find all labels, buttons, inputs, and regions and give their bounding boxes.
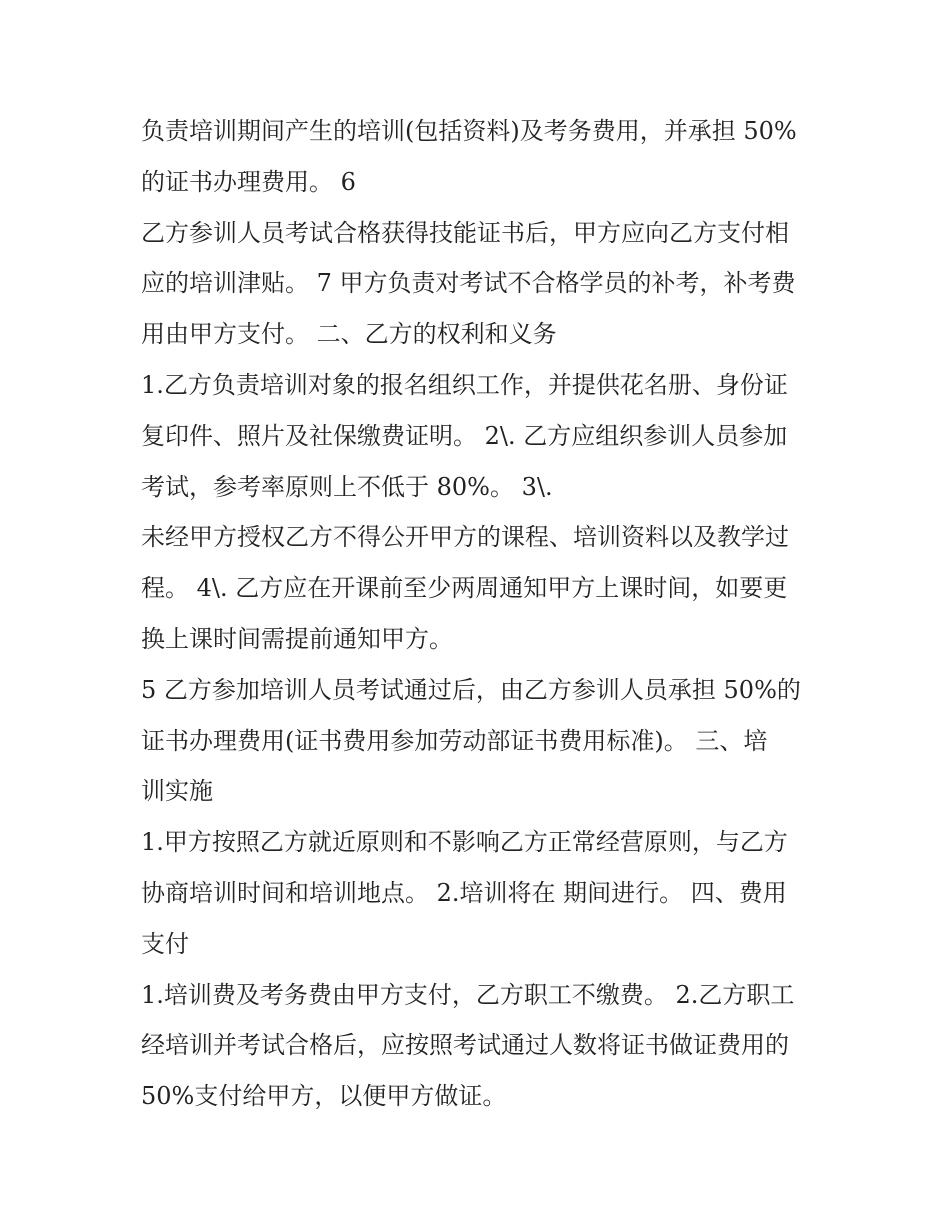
text-line: 训实施 <box>141 777 213 806</box>
text-line: 乙方参训人员考试合格获得技能证书后，甲方应向乙方支付相 <box>141 218 789 247</box>
text-line: 50%支付给甲方，以便甲方做证。 <box>141 1082 507 1111</box>
text-line: 考试，参考率原则上不低于 80%。 3\. <box>141 472 553 501</box>
text-line: 的证书办理费用。 6 <box>141 167 356 196</box>
text-line: 1.甲方按照乙方就近原则和不影响乙方正常经营原则，与乙方 <box>141 828 788 857</box>
text-line: 应的培训津贴。 7 甲方负责对考试不合格学员的补考，补考费 <box>141 269 796 298</box>
text-line: 程。 4\. 乙方应在开课前至少两周通知甲方上课时间，如要更 <box>141 574 788 603</box>
text-line: 1.乙方负责培训对象的报名组织工作，并提供花名册、身份证 <box>141 370 788 399</box>
text-line: 证书办理费用(证书费用参加劳动部证书费用标准)。 三、培 <box>141 726 768 755</box>
text-line: 用由甲方支付。 二、乙方的权利和义务 <box>141 320 557 349</box>
text-line: 负责培训期间产生的培训(包括资料)及考务费用，并承担 50% <box>141 117 797 145</box>
text-line: 支付 <box>141 929 189 958</box>
text-line: 未经甲方授权乙方不得公开甲方的课程、培训资料以及教学过 <box>141 523 789 552</box>
text-line: 经培训并考试合格后，应按照考试通过人数将证书做证费用的 <box>141 1031 789 1060</box>
text-line: 1.培训费及考务费由甲方支付，乙方职工不缴费。 2.乙方职工 <box>141 980 795 1009</box>
text-line: 协商培训时间和培训地点。 2.培训将在 期间进行。 四、费用 <box>141 878 787 907</box>
text-line: 复印件、照片及社保缴费证明。 2\. 乙方应组织参训人员参加 <box>141 421 788 450</box>
text-line: 5 乙方参加培训人员考试通过后，由乙方参训人员承担 50%的 <box>141 675 801 704</box>
text-line: 换上课时间需提前通知甲方。 <box>141 624 453 653</box>
document-body <box>141 106 841 1122</box>
